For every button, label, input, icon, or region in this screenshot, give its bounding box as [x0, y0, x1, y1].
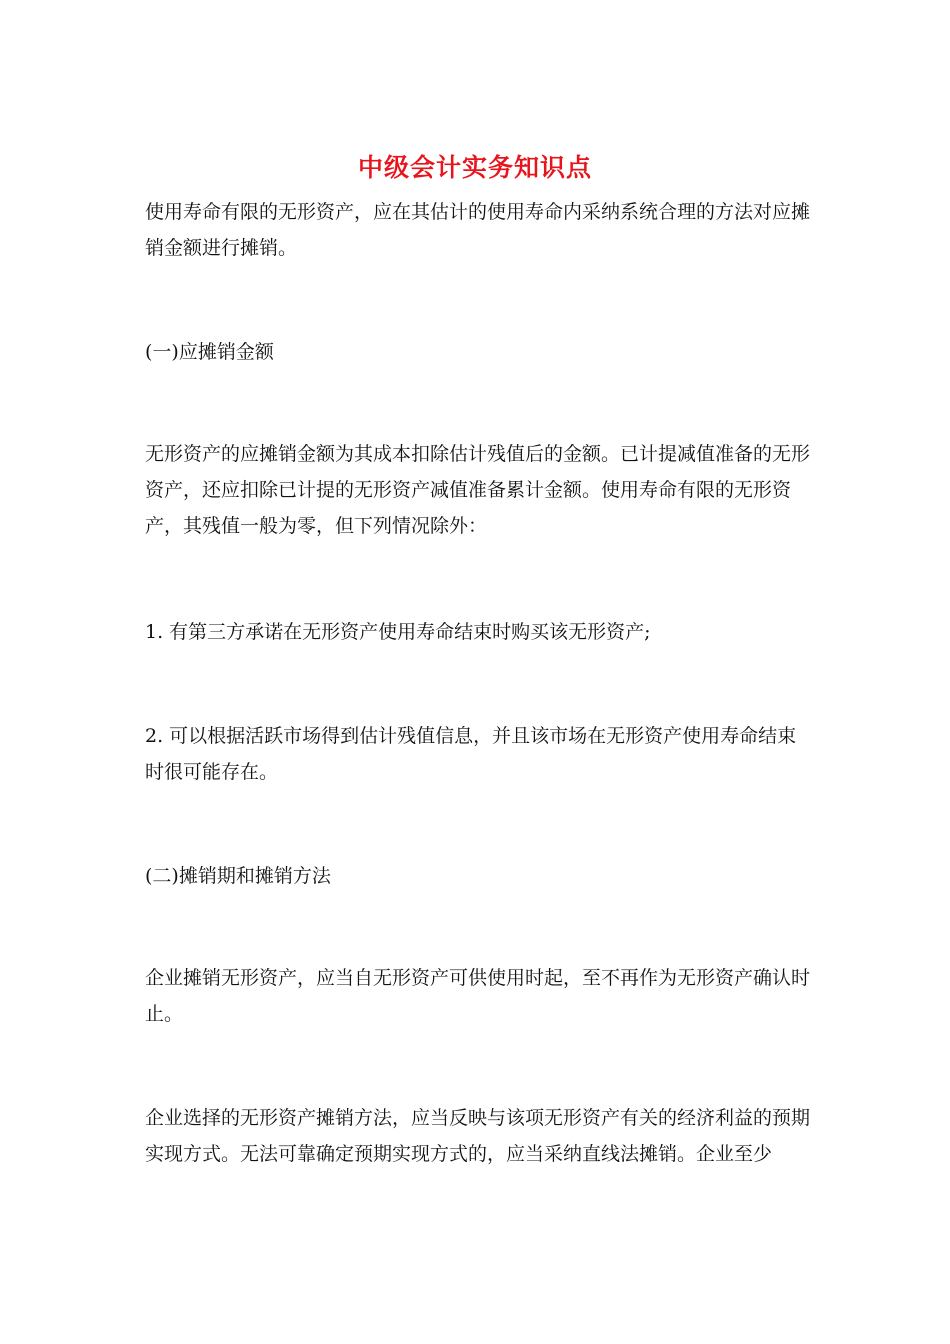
paragraph-amortization-period: 企业摊销无形资产，应当自无形资产可供使用时起，至不再作为无形资产确认时止。	[145, 967, 811, 1025]
section-heading-amortizable-amount: (一)应摊销金额	[145, 341, 274, 363]
paragraph-amortizable-amount: 无形资产的应摊销金额为其成本扣除估计残值后的金额。已计提减值准备的无形资产，还应扣除已计提的无形资产减值准备累计金额。使用寿命有限的无形资产，其残值一般为零，但下列情况除外：	[145, 443, 811, 537]
document-title: 中级会计实务知识点	[357, 153, 592, 182]
paragraph-amortization-method: 企业选择的无形资产摊销方法，应当反映与该项无形资产有关的经济利益的预期实现方式。无法可靠确定预期实现方式的，应当采纳直线法摊销。企业至少	[145, 1107, 811, 1165]
section-heading-period-method: (二)摊销期和摊销方法	[145, 865, 331, 887]
paragraph-amortization-intro: 使用寿命有限的无形资产，应在其估计的使用寿命内采纳系统合理的方法对应摊销金额进行摊销。	[145, 201, 811, 259]
list-item-exception-2: 2. 可以根据活跃市场得到估计残值信息，并且该市场在无形资产使用寿命结束时很可能存在。	[145, 725, 797, 783]
list-item-exception-1: 1. 有第三方承诺在无形资产使用寿命结束时购买该无形资产;	[145, 621, 651, 643]
